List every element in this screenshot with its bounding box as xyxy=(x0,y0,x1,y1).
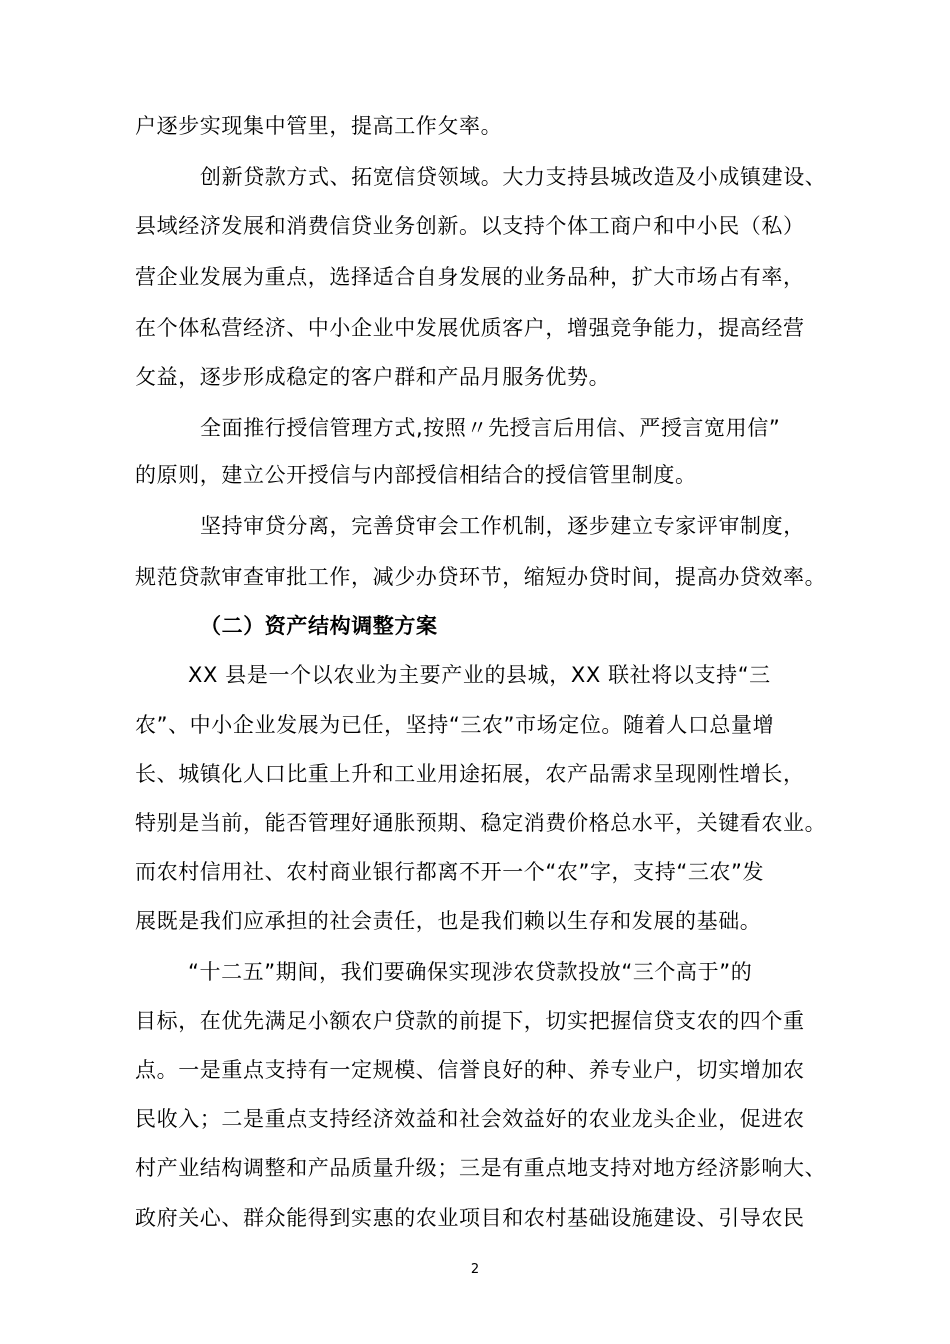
text-line: “十二五”期间，我们要确保实现涉农贷款投放“三个高于”的 xyxy=(188,960,753,984)
text-line: 政府关心、群众能得到实惠的农业项目和农村基础设施建设、引导农民 xyxy=(135,1206,805,1230)
text-line: 户逐步实现集中管里，提高工作攵率。 xyxy=(135,114,503,138)
text-line: 民收入；二是重点支持经济效益和社会效益好的农业龙头企业，促进农 xyxy=(135,1107,805,1131)
page-number: 2 xyxy=(470,1262,480,1277)
text-line: XX 县是一个以农业为主要产业的县城，XX 联社将以支持“三 xyxy=(188,663,771,687)
text-line: 创新贷款方式、拓宽信贷领域。大力支持县城改造及小成镇建设、 xyxy=(200,165,827,189)
text-line: 展既是我们应承担的社会责任，也是我们赖以生存和发展的基础。 xyxy=(135,909,762,933)
text-line: 农”、中小企业发展为已任，坚持“三农”市场定位。随着人口总量增 xyxy=(135,713,775,737)
text-line: 规范贷款审查审批工作，减少办贷环节，缩短办贷时间，提高办贷效率。 xyxy=(135,565,827,589)
text-line: 而农村信用社、农村商业银行都离不开一个“农”字，支持“三农”发 xyxy=(135,860,765,884)
text-line: 在个体私营经济、中小企业中发展优质客户，增强竞争能力，提高经营 xyxy=(135,316,805,340)
text-line: 的原则，建立公开授信与内部授信相结合的授信管里制度。 xyxy=(135,463,697,487)
text-line: 营企业发展为重点，选择适合自身发展的业务品种，扩大市场占有率， xyxy=(135,265,805,289)
text-line: 特别是当前，能否管理好通胀预期、稳定消费价格总水平，关键看农业。 xyxy=(135,811,827,835)
text-line: 长、城镇化人口比重上升和工业用途拓展，农产品需求呈现刚性增长， xyxy=(135,762,805,786)
text-line: 县域经济发展和消费信贷业务创新。以支持个体工商户和中小民（私） xyxy=(135,214,805,238)
text-line: 坚持审贷分离，完善贷审会工作机制，逐步建立专家评审制度， xyxy=(200,514,805,538)
text-line: 全面推行授信管理方式,按照〃先授言后用信、严授言宽用信” xyxy=(200,416,781,440)
text-line: 村产业结构调整和产品质量升级；三是有重点地支持对地方经济影响大、 xyxy=(135,1156,827,1180)
text-line: 点。一是重点支持有一定规模、信誉良好的种、养专业户，切实增加农 xyxy=(135,1058,805,1082)
section-heading: （二）资产结构调整方案 xyxy=(200,614,438,638)
text-line: 攵益，逐步形成稳定的客户群和产品月服务优势。 xyxy=(135,365,611,389)
text-line: 目标，在优先满足小额农户贷款的前提下，切实把握信贷支农的四个重 xyxy=(135,1009,805,1033)
